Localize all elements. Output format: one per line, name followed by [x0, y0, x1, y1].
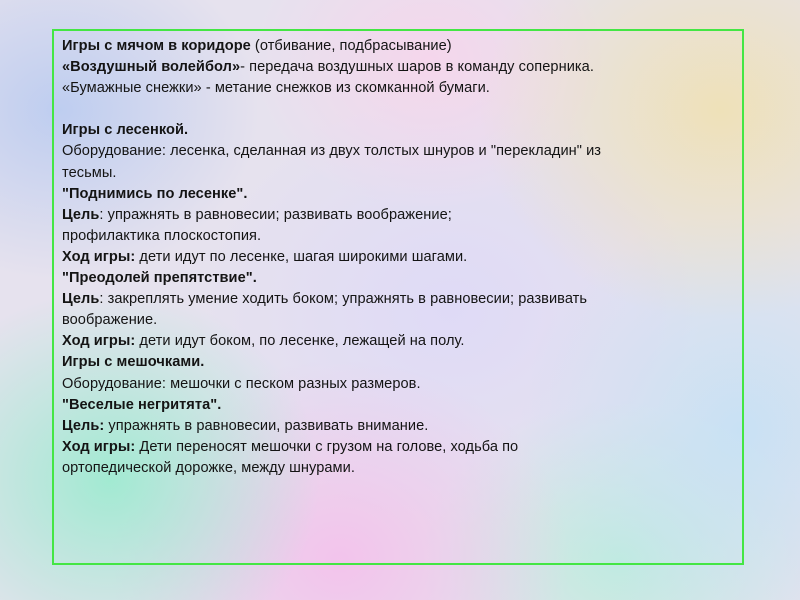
text: Дети переносят мешочки с грузом на голове, ходьба по [135, 438, 519, 455]
text: тесьмы. [62, 164, 117, 181]
text-line [62, 163, 734, 184]
text-line [62, 437, 734, 458]
text: «Бумажные снежки» - метание снежков из скомканной бумаги. [62, 80, 490, 97]
bold-text: Игры с мешочками. [62, 354, 205, 371]
text-line [62, 247, 734, 268]
bold-text: Ход игры: [62, 438, 136, 455]
text-line [62, 374, 734, 395]
text: дети идут боком, по лесенке, лежащей на полу. [135, 333, 465, 350]
bold-text: Цель: [62, 417, 105, 434]
text-line [62, 120, 734, 141]
bold-text: Игры с мячом в коридоре [62, 38, 251, 54]
text-line [62, 289, 734, 310]
text-line [62, 268, 734, 289]
text-line [62, 416, 734, 437]
text: упражнять в равновесии, развивать внимание. [104, 417, 429, 434]
text-line [62, 226, 734, 247]
text-line [62, 458, 734, 479]
text-line [62, 395, 734, 416]
text-line [62, 205, 734, 226]
text: - передача воздушных шаров в команду соперника. [240, 59, 594, 76]
text-line [62, 141, 734, 162]
bold-text: «Воздушный волейбол» [62, 59, 241, 76]
bold-text: "Преодолей препятствие". [62, 270, 257, 287]
text-line [62, 331, 734, 352]
text: Оборудование: лесенка, сделанная из двух толстых шнуров и "перекладин" из [62, 143, 602, 160]
text-line [62, 36, 734, 57]
text-line [62, 57, 734, 78]
text-line [62, 78, 734, 99]
text-line [62, 99, 734, 120]
text-line [62, 352, 734, 373]
bold-text: Цель [62, 206, 100, 223]
bold-text: Цель [62, 291, 100, 308]
text: дети идут по лесенке, шагая широкими шагами. [135, 248, 468, 265]
bold-text: "Поднимись по лесенке". [62, 185, 248, 202]
slide-text [62, 36, 734, 479]
text: ортопедической дорожке, между шнурами. [62, 459, 355, 476]
text: воображение. [62, 312, 158, 329]
bold-text: Ход игры: [62, 248, 136, 265]
text: : упражнять в равновесии; развивать воображение; [99, 206, 452, 223]
bold-text: Ход игры: [62, 333, 136, 350]
text: Оборудование: мешочки с песком разных размеров. [62, 375, 421, 392]
bold-text: Игры с лесенкой. [62, 122, 189, 139]
text-line [62, 310, 734, 331]
text: профилактика плоскостопия. [62, 227, 262, 244]
text: : закреплять умение ходить боком; упражнять в равновесии; развивать [99, 291, 588, 308]
text-line [62, 184, 734, 205]
text: (отбивание, подбрасывание) [250, 38, 452, 54]
bold-text: "Веселые негритята". [62, 396, 222, 413]
